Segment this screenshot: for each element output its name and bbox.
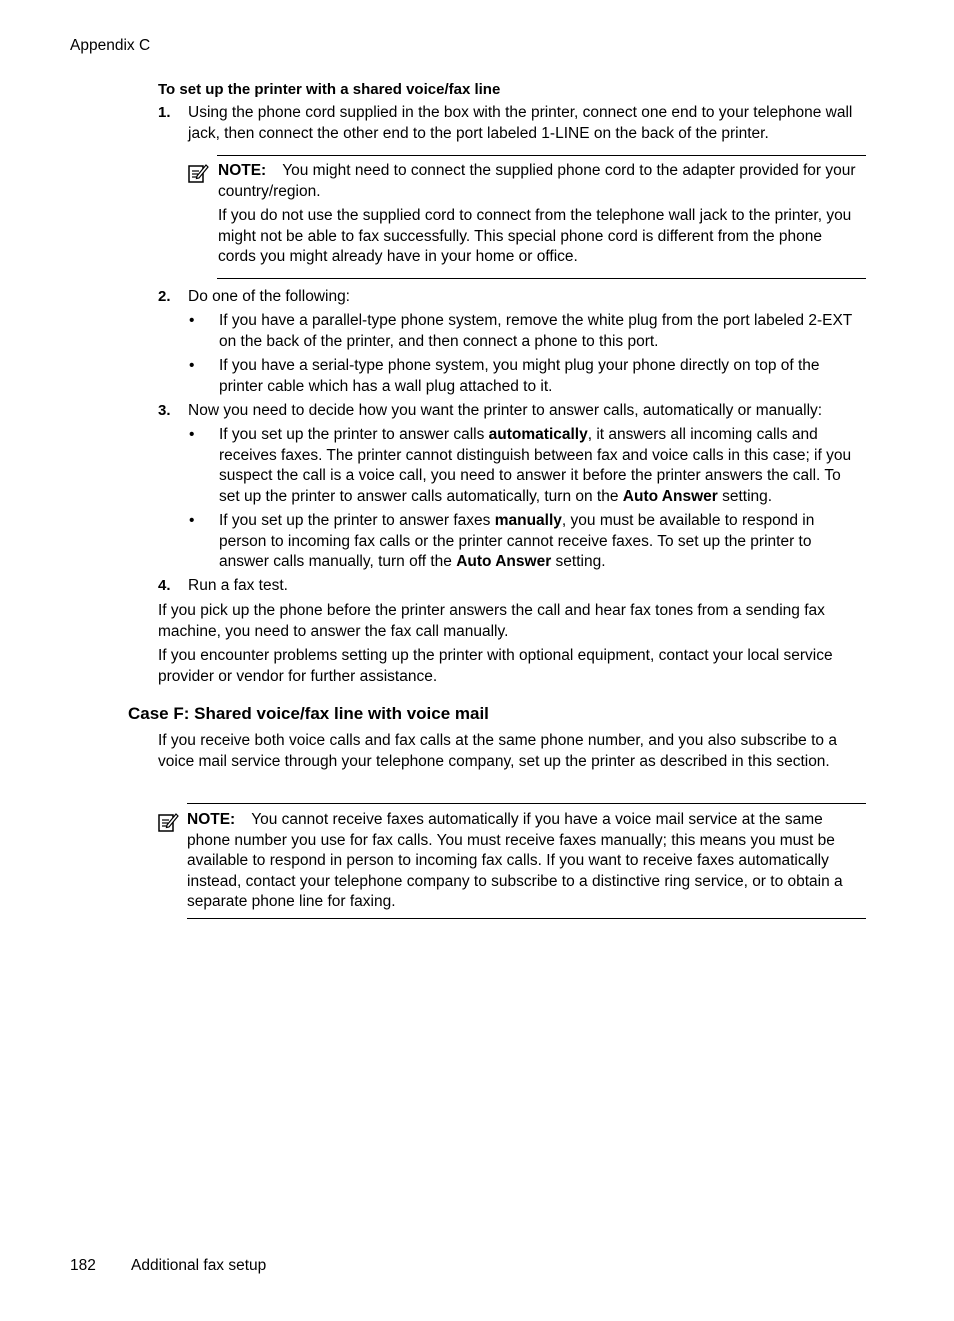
paragraph: If you encounter problems setting up the printer with optional equipment, contact your local service provider or vendor for further assistance. xyxy=(158,647,833,685)
step-text: Do one of the following: xyxy=(188,288,350,305)
bullet-icon: • xyxy=(189,512,195,529)
paragraph: If you receive both voice calls and fax calls at the same phone number, and you also subscribe to a voice mail service through your telephone company, set up the printer as described in this section. xyxy=(158,732,837,770)
step-text: Using the phone cord supplied in the box with the printer, connect one end to your telephone wall jack, then connect the other end to the port labeled 1-LINE on the back of the printer. xyxy=(188,104,853,142)
note-body: You might need to connect the supplied phone cord to the adapter provided for your country/region. xyxy=(218,162,856,200)
step-number: 1. xyxy=(158,104,171,121)
list-item: If you set up the printer to answer faxes manually, you must be available to respond in person to incoming fax calls or the printer cannot receive faxes. To set up the printer to answer calls manually, turn off the Auto Answer setting. xyxy=(219,512,815,570)
note-pencil-icon xyxy=(187,162,209,184)
step-number: 2. xyxy=(158,288,171,305)
list-item: If you set up the printer to answer calls automatically, it answers all incoming calls and receives faxes. The printer cannot distinguish between fax and voice calls in this case; if you suspect the call is a voice call, you need to answer it before the printer answers the call. To set up the printer to answer calls automatically, turn on the Auto Answer setting. xyxy=(219,426,852,505)
list-item: If you have a serial-type phone system, you might plug your phone directly on top of the printer cable which has a wall plug attached to it. xyxy=(219,357,820,395)
section-heading: Case F: Shared voice/fax line with voice mail xyxy=(128,704,489,723)
note-label: NOTE: xyxy=(187,811,236,828)
note-text xyxy=(218,161,863,202)
bullet-icon: • xyxy=(189,426,195,443)
note-paragraph: If you do not use the supplied cord to connect from the telephone wall jack to the printer, you might not be able to fax successfully. This special phone cord is different from the phone cords you might already have in your home or office. xyxy=(218,207,852,265)
paragraph: If you pick up the phone before the printer answers the call and hear fax tones from a sending fax machine, you need to answer the fax call manually. xyxy=(158,602,825,640)
note-label: NOTE: xyxy=(218,162,267,179)
bullet-icon: • xyxy=(189,312,195,329)
step-text: Run a fax test. xyxy=(188,577,288,594)
step-text: Now you need to decide how you want the printer to answer calls, automatically or manually: xyxy=(188,402,823,419)
note-text xyxy=(187,810,862,913)
step-number: 4. xyxy=(158,577,171,594)
footer-section-title: Additional fax setup xyxy=(131,1257,267,1274)
bullet-icon: • xyxy=(189,357,195,374)
page-number: 182 xyxy=(70,1257,96,1274)
note-body: You cannot receive faxes automatically if you have a voice mail service at the same phone number you use for fax calls. You must receive faxes manually; this means you must be available to respond in person to incoming fax calls. If you want to receive faxes automatically instead, contact your telephone company to subscribe to a distinctive ring service, or to obtain a separate phone line for faxing. xyxy=(187,811,843,910)
running-head: Appendix C xyxy=(70,37,151,54)
procedure-title: To set up the printer with a shared voice/fax line xyxy=(158,81,501,98)
note-pencil-icon xyxy=(157,811,179,833)
list-item: If you have a parallel-type phone system, remove the white plug from the port labeled 2-EXT on the back of the printer, and then connect a phone to this port. xyxy=(219,312,852,350)
step-number: 3. xyxy=(158,402,171,419)
